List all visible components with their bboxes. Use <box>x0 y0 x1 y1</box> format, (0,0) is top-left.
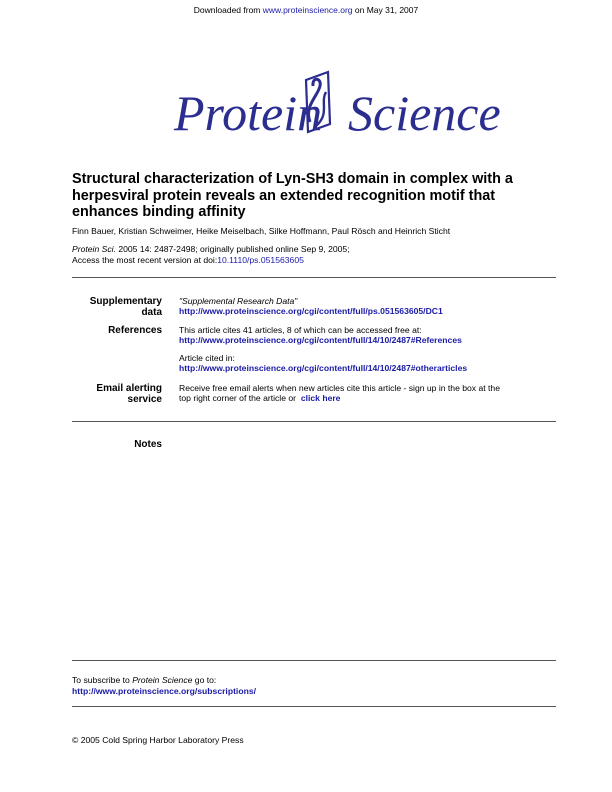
divider <box>72 706 556 707</box>
references-content <box>179 325 559 373</box>
supplementary-label: Supplementary data <box>89 296 162 318</box>
divider <box>72 660 556 661</box>
notes-label: Notes <box>134 439 162 450</box>
references-label: References <box>108 325 162 336</box>
title-line: Structural characterization of Lyn-SH3 domain in complex with a <box>72 171 513 187</box>
cited-in-text: Article cited in: <box>179 353 235 363</box>
email-alert-label: Email alerting service <box>96 383 162 405</box>
download-prefix: Downloaded from <box>193 5 261 15</box>
access-text: Access the most recent version at doi: <box>72 255 218 265</box>
article-title <box>72 171 552 221</box>
title-line: herpesviral protein reveals an extended recognition motif that <box>72 187 496 204</box>
protein-science-logo <box>170 66 501 156</box>
article-citation <box>72 244 350 266</box>
download-notice <box>0 5 612 15</box>
email-alert-text-2: top right corner of the article or <box>179 393 297 403</box>
subscribe-journal: Protein Science <box>132 675 193 685</box>
citation-details: 2005 14: 2487-2498; originally published online Sep 9, 2005; <box>118 244 350 254</box>
supplementary-note: "Supplemental Research Data" <box>179 296 298 306</box>
cited-in-link[interactable]: http://www.proteinscience.org/cgi/content/full/14/10/2487#otherarticles <box>179 363 468 373</box>
subscribe-prefix: To subscribe to <box>72 675 130 685</box>
subscribe-block <box>72 675 256 696</box>
supplementary-content <box>179 296 559 316</box>
supplementary-link[interactable]: http://www.proteinscience.org/cgi/content/full/ps.051563605/DC1 <box>179 306 443 316</box>
doi-link[interactable]: 10.1110/ps.051563605 <box>217 255 304 265</box>
download-date: on May 31, 2007 <box>354 5 419 15</box>
title-line: enhances binding affinity <box>72 204 246 220</box>
click-here-link[interactable]: click here <box>300 393 341 403</box>
references-text: This article cites 41 articles, 8 of which can be accessed free at: <box>179 325 422 335</box>
divider <box>72 421 556 422</box>
email-alert-content <box>179 383 559 403</box>
logo-word-science: Science <box>348 85 501 141</box>
subscribe-suffix: go to: <box>194 675 217 685</box>
article-authors: Finn Bauer, Kristian Schweimer, Heike Meiselbach, Silke Hoffmann, Paul Rösch and Heinrich Sticht <box>72 226 451 236</box>
copyright-text: © 2005 Cold Spring Harbor Laboratory Press <box>72 735 244 745</box>
journal-name: Protein Sci. <box>72 244 116 254</box>
download-site-link[interactable]: www.proteinscience.org <box>262 5 353 15</box>
subscribe-link[interactable]: http://www.proteinscience.org/subscriptions/ <box>72 685 256 696</box>
logo-word-protein: Protein <box>174 85 323 141</box>
email-alert-text: Receive free email alerts when new articles cite this article - sign up in the box at the <box>179 383 500 393</box>
references-link[interactable]: http://www.proteinscience.org/cgi/content/full/14/10/2487#References <box>179 335 462 345</box>
divider <box>72 277 556 278</box>
